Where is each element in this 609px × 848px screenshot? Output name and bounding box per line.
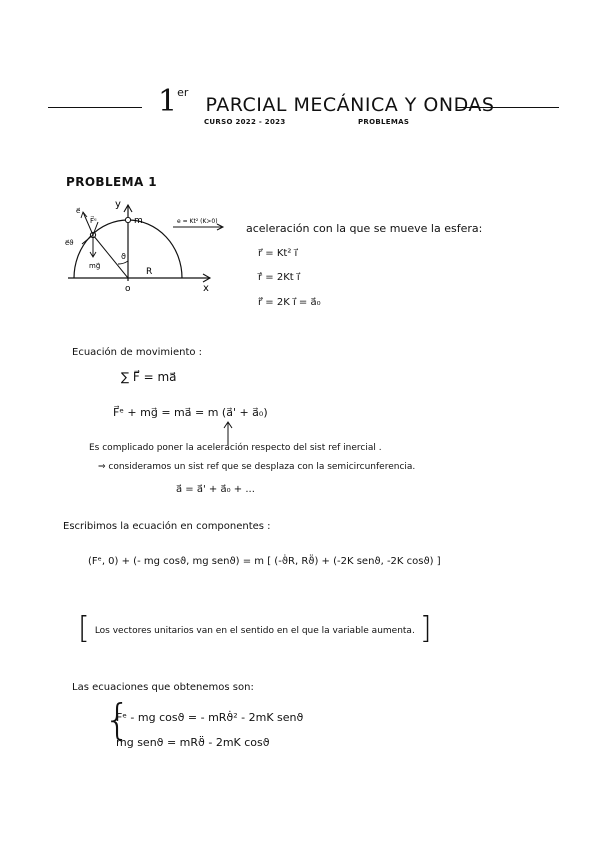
sum-equation: ∑ F⃗ = ma⃗ bbox=[121, 370, 177, 384]
x-label: x bbox=[203, 283, 209, 294]
result-equation-2: mg senϑ = mRϑ̈ - 2mK cosϑ bbox=[116, 736, 270, 749]
header-rule-left bbox=[48, 107, 142, 108]
header-superscript: er bbox=[177, 86, 189, 99]
results-brace-icon: { bbox=[104, 695, 131, 744]
theta-arc bbox=[118, 261, 128, 264]
theta-label: ϑ bbox=[121, 252, 126, 261]
e-theta-label: e⃗ϑ bbox=[65, 239, 74, 247]
components-equation: (Fᵉ, 0) + (- mg cosϑ, mg senϑ) = m [ (-ϑ̇R, Rϑ̈) + (-2K senϑ, -2K cosϑ) ] bbox=[88, 556, 441, 567]
accel-line-3: r̈⃗ = 2K ı⃗ = a⃗₀ bbox=[258, 297, 321, 308]
page-title: PARCIAL MECÁNICA Y ONDAS bbox=[205, 94, 495, 116]
force-equation: F⃗ᵉ + mg⃗ = ma⃗ = m (a⃗' + a⃗₀) bbox=[113, 406, 268, 419]
course-label: CURSO 2022 - 2023 bbox=[204, 118, 286, 126]
right-bracket-icon: ] bbox=[419, 611, 432, 646]
result-equation-1: Fᵉ - mg cosϑ = - mRϑ̇² - 2mK senϑ bbox=[116, 711, 304, 724]
bracket-note-text: Los vectores unitarios van en el sentido en el que la variable aumenta. bbox=[94, 626, 415, 636]
left-bracket-icon: [ bbox=[78, 611, 90, 646]
origin-label: o bbox=[125, 284, 131, 294]
y-label: y bbox=[115, 199, 121, 210]
accel-line-2: ṙ⃗ = 2Kt ı⃗ bbox=[258, 272, 300, 283]
e-theta-vector bbox=[82, 235, 93, 244]
motion-heading: Ecuación de movimiento : bbox=[72, 347, 203, 358]
note-complicated: Es complicado poner la aceleración respecto del sist ref inercial . bbox=[89, 443, 382, 453]
section-label: PROBLEMAS bbox=[358, 118, 410, 126]
e-r-label: e⃗ bbox=[76, 207, 81, 215]
problem-diagram bbox=[60, 195, 235, 295]
accel-line-1: r⃗ = Kt² ı⃗ bbox=[258, 248, 298, 259]
results-heading: Las ecuaciones que obtenemos son: bbox=[72, 682, 254, 693]
accel-relation: a⃗ = a⃗' + a⃗₀ + ... bbox=[176, 484, 255, 495]
header-title-block bbox=[158, 84, 494, 119]
components-heading: Escribimos la ecuación en componentes : bbox=[63, 521, 271, 532]
mg-label: mg⃗ bbox=[89, 262, 101, 270]
motion-label: e = Kt² (K>0) bbox=[177, 218, 218, 225]
note-consider: ⇒ consideramos un sist ref que se desplaza con la semicircunferencia. bbox=[98, 462, 416, 472]
top-mass bbox=[125, 217, 130, 222]
accel-intro: aceleración con la que se mueve la esfera: bbox=[246, 222, 483, 235]
r-label: R bbox=[146, 267, 153, 277]
m-label: m bbox=[134, 216, 143, 226]
bracket-note bbox=[78, 606, 432, 646]
fe-label: F⃗ᵉ bbox=[90, 217, 97, 225]
header-number: 1 bbox=[158, 84, 178, 119]
problem-heading: PROBLEMA 1 bbox=[66, 175, 157, 189]
